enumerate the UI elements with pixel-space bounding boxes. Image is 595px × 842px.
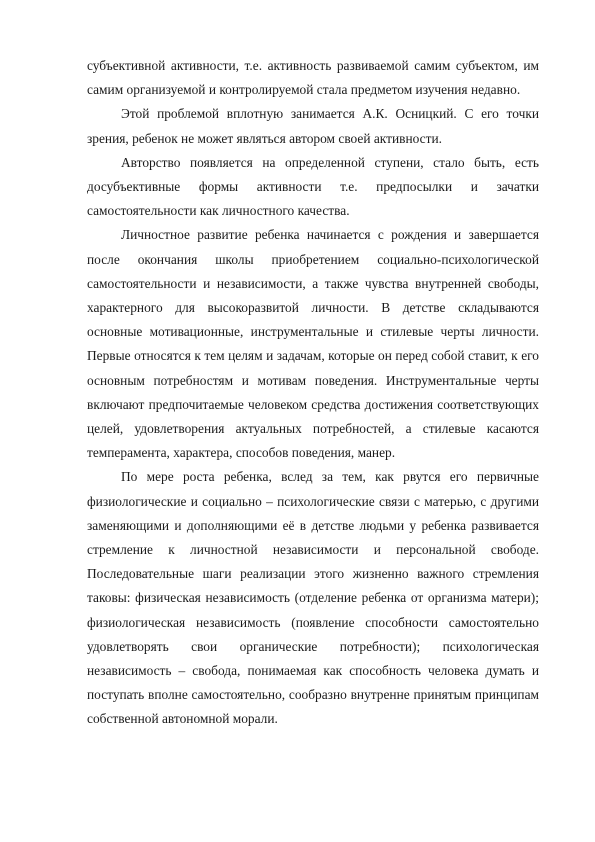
paragraph-1: субъективной активности, т.е. активность развиваемой самим субъектом, им самим организуемой и контролируемой стала предметом изучения недавно. bbox=[87, 58, 539, 98]
paragraph-3: Авторство появляется на определенной ступени, стало быть, есть досубъективные формы активности т.е. предпосылки и зачатки самостоятельности как личностного качества. bbox=[87, 154, 539, 219]
paragraph-2: Этой проблемой вплотную занимается А.К. Осницкий. С его точки зрения, ребенок не может являться автором своей активности. bbox=[87, 106, 539, 146]
paragraph-5: По мере роста ребенка, вслед за тем, как рвутся его первичные физиологические и социально – психологические связи с матерью, с другими заменяющими и дополняющими её в детстве людьми у ребенка развивается стремление к личностной независимости и персональной свободе. Последовательные шаги реализации этого жизненно важного стремления таковы: физическая независимость (отделение ребенка от организма матери); физиологическая независимость (появление способности самостоятельно удовлетворять свои органические потребности); психологическая независимость – свобода, понимаемая как способность человека думать и поступать вполне самостоятельно, сообразно внутренне принятым принципам собственной автономной морали. bbox=[87, 469, 539, 727]
paragraph-4: Личностное развитие ребенка начинается с рождения и завершается после окончания школы приобретением социально-психологической самостоятельности и независимости, а также чувства внутренней свободы, характерного для высокоразвитой личности. В детстве складываются основные мотивационные, инструментальные и стилевые черты личности. Первые относятся к тем целям и задачам, которые он перед собой ставит, к его основным потребностям и мотивам поведения. Инструментальные черты включают предпочитаемые человеком средства достижения соответствующих целей, удовлетворения актуальных потребностей, а стилевые касаются темперамента, характера, способов поведения, манер. bbox=[87, 227, 539, 461]
